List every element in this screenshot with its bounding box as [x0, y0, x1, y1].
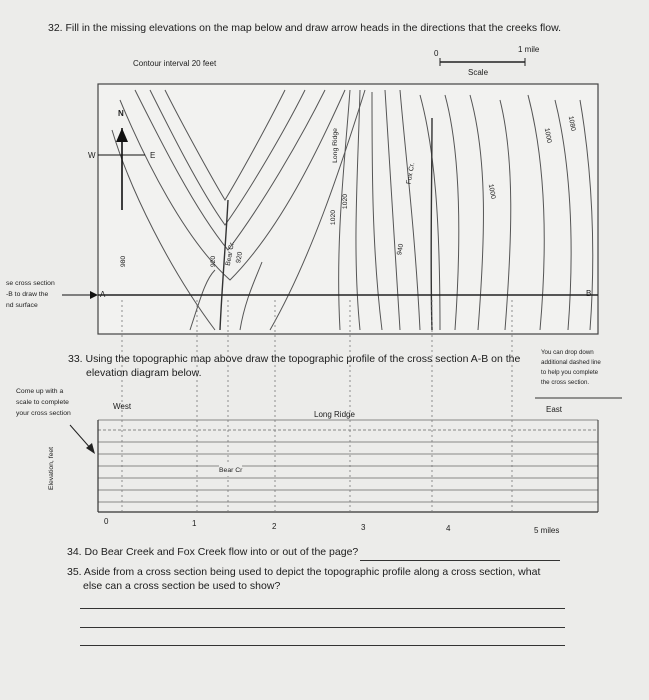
contour-interval-label: Contour interval 20 feet [133, 59, 217, 68]
west-label: W [88, 151, 96, 160]
elevation-label: 1020 [330, 209, 338, 226]
question-33: 33. Using the topographic map above draw the topographic profile of the cross section A-B on the elevation diagram below. [68, 353, 521, 379]
question-32: 32. Fill in the missing elevations on the map below and draw arrow heads in the directions that the creeks flow. [48, 22, 562, 34]
elevation-label: 1000 [486, 183, 497, 200]
profile-bear-cr: Bear Cr [219, 467, 243, 474]
elevation-label: 920 [235, 251, 245, 264]
profile-tick: 0 [104, 517, 109, 526]
side-note-scale: Come up with a scale to complete your cross section [16, 388, 71, 417]
answer-line-35-1[interactable] [80, 608, 565, 609]
scale-end: 1 mile [518, 45, 540, 54]
elevation-label: 940 [396, 243, 406, 256]
profile-tick: 1 [192, 519, 197, 528]
profile-ylabel: Elevation, feet [48, 446, 56, 491]
answer-line-34[interactable] [360, 560, 560, 561]
profile-tick: 3 [361, 523, 366, 532]
east-label: E [150, 151, 156, 160]
long-ridge-label: Long Ridge [331, 128, 339, 163]
profile-west: West [113, 402, 132, 411]
side-note-left: se cross section -B to draw the nd surface [6, 280, 55, 309]
question-34: 34. Do Bear Creek and Fox Creek flow into or out of the page? [67, 546, 359, 558]
scale-zero: 0 [434, 49, 439, 58]
point-b: B [586, 289, 592, 298]
answer-line-35-2[interactable] [80, 627, 565, 628]
point-a: A [100, 290, 106, 299]
elevation-label: 1000 [542, 127, 553, 144]
profile-tick: 5 miles [534, 526, 560, 535]
elevation-label: 1020 [342, 193, 350, 210]
profile-tick: 2 [272, 522, 277, 531]
elevation-label: 980 [120, 255, 128, 268]
fox-cr-label: Fox Cr. [405, 162, 417, 185]
question-35: 35. Aside from a cross section being used to depict the topographic profile along a cross section, what else can a cross section be used to show? [67, 566, 541, 592]
side-note-right: You can drop down additional dashed line to help you complete the cross section. [541, 349, 601, 386]
north-label: N [118, 109, 124, 118]
profile-long-ridge: Long Ridge [314, 410, 355, 419]
elevation-label: 920 [210, 255, 218, 268]
answer-line-35-3[interactable] [80, 645, 565, 646]
elevation-label: 1080 [566, 115, 577, 132]
scale-label: Scale [468, 68, 489, 77]
profile-east: East [546, 405, 563, 414]
bear-cr-label: Bear Cr. [224, 240, 237, 267]
profile-tick: 4 [446, 524, 451, 533]
